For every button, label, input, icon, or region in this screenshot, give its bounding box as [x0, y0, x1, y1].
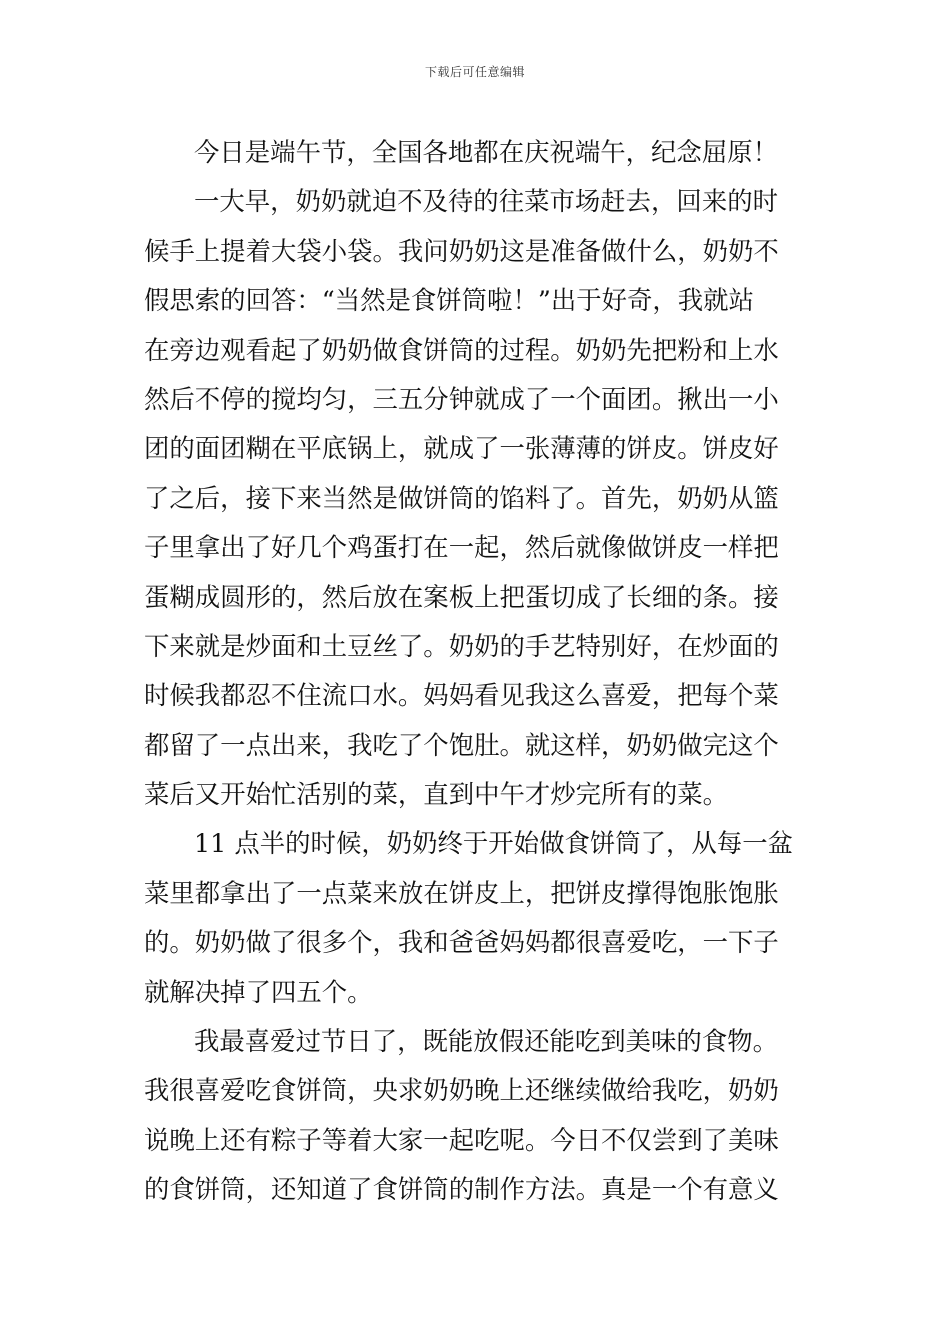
text-line: 下来就是炒面和土豆丝了。奶奶的手艺特别好，在炒面的	[144, 630, 779, 661]
text-line: 了之后，接下来当然是做饼筒的馅料了。首先，奶奶从篮	[144, 482, 779, 513]
text-line: 时候我都忍不住流口水。妈妈看见我这么喜爱，把每个菜	[144, 680, 779, 711]
page-header: 下载后可任意编辑	[424, 65, 525, 79]
text-line: 11 点半的时候，奶奶终于开始做食饼筒了，从每一盆	[194, 828, 793, 859]
text-line: 的食饼筒，还知道了食饼筒的制作方法。真是一个有意义	[144, 1174, 779, 1205]
text-line: 我很喜爱吃食饼筒，央求奶奶晚上还继续做给我吃，奶奶	[144, 1075, 779, 1106]
text-line: 我最喜爱过节日了，既能放假还能吃到美味的食物。	[194, 1026, 778, 1057]
text-line: 菜后又开始忙活别的菜，直到中午才炒完所有的菜。	[144, 779, 728, 810]
text-line: 子里拿出了好几个鸡蛋打在一起，然后就像做饼皮一样把	[144, 532, 779, 563]
text-line: 的。奶奶做了很多个，我和爸爸妈妈都很喜爱吃，一下子	[144, 927, 779, 958]
text-line: 就解决掉了四五个。	[144, 976, 373, 1007]
text-line: 在旁边观看起了奶奶做食饼筒的过程。奶奶先把粉和上水	[144, 334, 779, 365]
text-line: 都留了一点出来，我吃了个饱肚。就这样，奶奶做完这个	[144, 729, 779, 760]
text-line: 然后不停的搅均匀，三五分钟就成了一个面团。揪出一小	[144, 383, 779, 414]
document-body	[144, 128, 809, 1215]
text-line: 说晚上还有粽子等着大家一起吃呢。今日不仅尝到了美味	[144, 1124, 779, 1155]
text-line: 蛋糊成圆形的，然后放在案板上把蛋切成了长细的条。接	[144, 581, 779, 612]
text-line: 候手上提着大袋小袋。我问奶奶这是准备做什么，奶奶不	[144, 235, 779, 266]
text-line: 假思索的回答：“当然是食饼筒啦！”出于好奇，我就站	[144, 285, 754, 316]
text-line: 一大早，奶奶就迫不及待的往菜市场赶去，回来的时	[194, 186, 778, 217]
text-line: 团的面团糊在平底锅上，就成了一张薄薄的饼皮。饼皮好	[144, 433, 779, 464]
text-line: 今日是端午节，全国各地都在庆祝端午，纪念屈原！	[194, 137, 778, 167]
text-line: 菜里都拿出了一点菜来放在饼皮上，把饼皮撑得饱胀饱胀	[144, 877, 779, 908]
